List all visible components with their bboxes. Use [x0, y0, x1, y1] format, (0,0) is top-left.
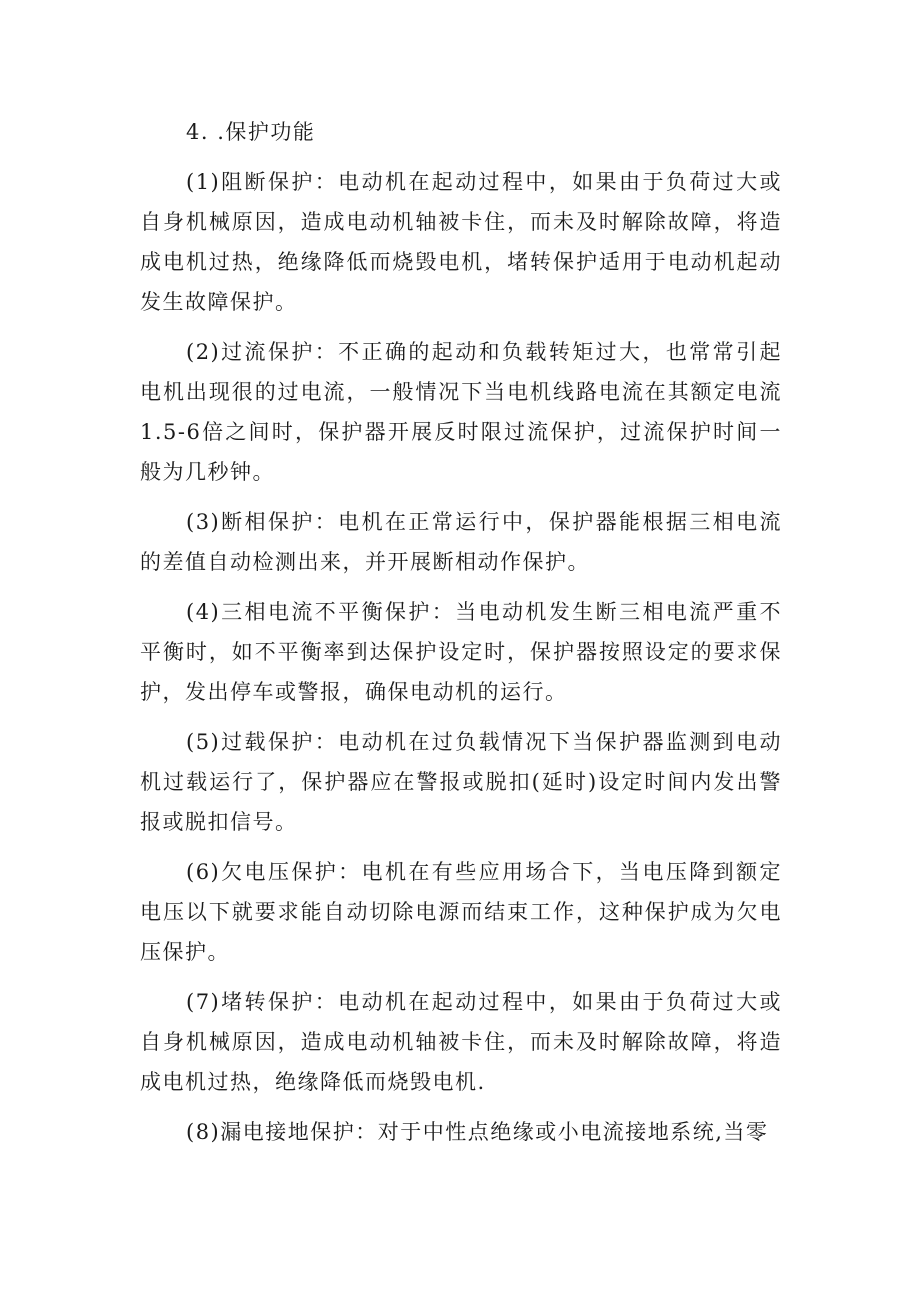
paragraph-ground-leakage-protection: (8)漏电接地保护：对于中性点绝缘或小电流接地系统,当零: [186, 1120, 769, 1144]
section-heading: 4. .保护功能: [186, 120, 316, 144]
paragraph-phase-loss-protection: (3)断相保护：电机在正常运行中，保护器能根据三相电流的差值自动检测出来，并开展断相动作保护。: [140, 510, 782, 574]
document-body: [140, 112, 782, 1162]
paragraph-overcurrent-protection: (2)过流保护：不正确的起动和负载转矩过大，也常常引起电机出现很的过电流，一般情况下当电机线路电流在其额定电流1.5-6倍之间时，保护器开展反时限过流保护，过流保护时间一般为几秒钟。: [140, 340, 782, 484]
paragraph-unbalance-protection: (4)三相电流不平衡保护：当电动机发生断三相电流严重不平衡时，如不平衡率到达保护设定时，保护器按照设定的要求保护，发出停车或警报，确保电动机的运行。: [140, 600, 782, 704]
paragraph-undervoltage-protection: (6)欠电压保护：电机在有些应用场合下，当电压降到额定电压以下就要求能自动切除电源而结束工作，这种保护成为欠电压保护。: [140, 860, 782, 964]
paragraph-blocking-protection: (1)阻断保护：电动机在起动过程中，如果由于负荷过大或自身机械原因，造成电动机轴被卡住，而未及时解除故障，将造成电机过热，绝缘降低而烧毁电机，堵转保护适用于电动机起动发生故障保护。: [140, 170, 782, 314]
paragraph-stall-protection: (7)堵转保护：电动机在起动过程中，如果由于负荷过大或自身机械原因，造成电动机轴被卡住，而未及时解除故障，将造成电机过热，绝缘降低而烧毁电机.: [140, 990, 782, 1094]
paragraph-overload-protection: (5)过载保护：电动机在过负载情况下当保护器监测到电动机过载运行了，保护器应在警报或脱扣(延时)设定时间内发出警报或脱扣信号。: [140, 730, 782, 834]
